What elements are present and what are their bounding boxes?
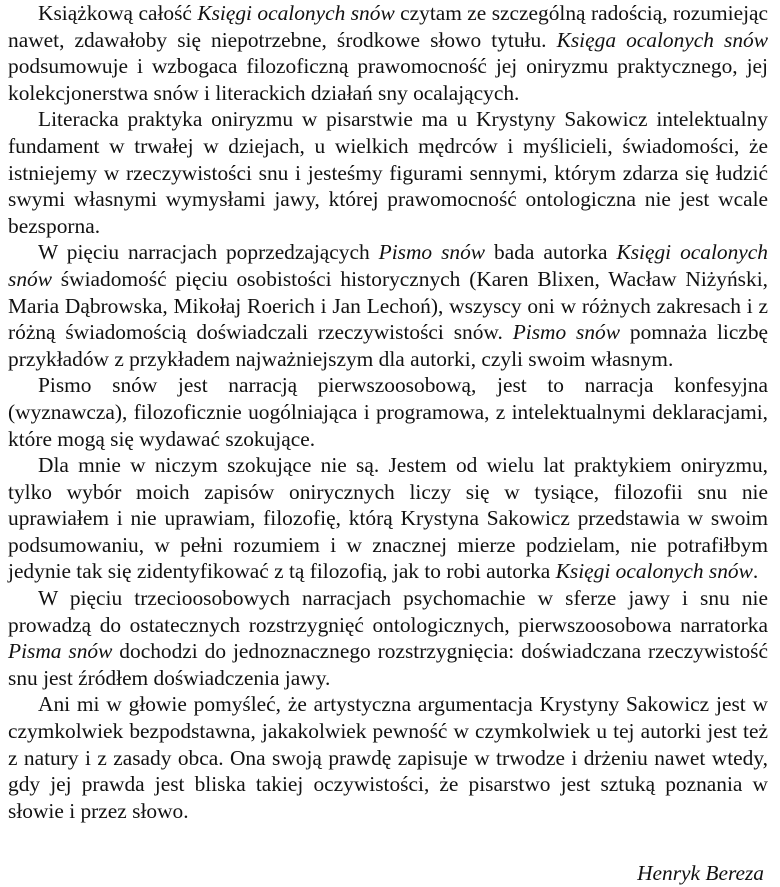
paragraph-text: świadomość pięciu osobistości historycznych (Karen Blixen, Wacław Niżyński, Maria Dąbrowska, Mikołaj Roerich i Jan Lechoń), wszyscy oni w różnych zakresach i z różną świadomością doświadczali rzeczywistości snów.: [8, 266, 768, 345]
italic-title-text: Pismo snów: [378, 240, 486, 265]
paragraph-text: W pięciu trzecioosobowych narracjach psychomachie w sferze jawy i snu nie prowadzą do ostatecznych rozstrzygnięć ontologicznych, pierwszoosobowa narratorka: [8, 586, 768, 637]
document-body: [8, 0, 768, 824]
paragraph: [8, 0, 768, 106]
paragraph-text: czytam ze szczególną radością, rozumiejąc nawet, zdawałoby się niepotrzebne, środkowe słowo tytułu.: [8, 1, 769, 52]
italic-title-text: Księga ocalonych snów: [556, 27, 769, 52]
paragraph: [8, 372, 768, 452]
paragraph-text: Dla mnie w niczym szokujące nie są. Jestem od wielu lat praktykiem oniryzmu, tylko wybór moich zapisów onirycznych liczy się w tysiące, filozofii snu nie uprawiałem i nie uprawiam, filozofię, którą Krystyna Sakowicz przedstawia w swoim podsumowaniu, w pełni rozumiem i w znacznej mierze podzielam, nie potrafiłbym jedynie tak się zidentyfikować z tą filozofią, jak to robi autorka: [8, 453, 768, 584]
italic-title-text: Pismo snów: [512, 320, 621, 345]
paragraph-text: Pismo snów jest narracją pierwszoosobową, jest to narracja konfesyjna (wyznawcza), filozoficznie uogólniająca i programowa, z intelektualnymi deklaracjami, które mogą się wydawać szokujące.: [8, 373, 768, 451]
paragraph: [8, 585, 768, 691]
paragraph: [8, 106, 768, 239]
paragraph-text: .: [752, 559, 759, 584]
paragraph: [8, 239, 768, 372]
paragraph: [8, 691, 768, 824]
paragraph-text: Literacka praktyka oniryzmu w pisarstwie ma u Krystyny Sakowicz intelektualny fundament w trwałej w dziejach, u wielkich mędrców i myślicieli, świadomości, że istniejemy w rzeczywistości snu i jesteśmy figurami sennymi, którym zdarza się łudzić swymi własnymi wymysłami jawy, której prawomocność ontologiczna nie jest wcale bezsporna.: [8, 107, 768, 238]
paragraph-text: podsumowuje i wzbogaca filozoficzną prawomocność jej oniryzmu praktycznego, jej kolekcjonerstwa snów i literackich działań sny ocalających.: [8, 54, 768, 105]
paragraph-text: Książkową całość: [38, 1, 198, 25]
italic-title-text: Księgi ocalonych snów: [8, 240, 768, 291]
paragraph-text: W pięciu narracjach poprzedzających: [38, 240, 379, 265]
author-signature: Henryk Bereza: [637, 861, 764, 886]
italic-title-text: Księgi ocalonych snów: [555, 559, 753, 584]
paragraph-text: pomnaża liczbę przykładów z przykładem najważniejszym dla autorki, czyli swoim własnym.: [8, 320, 769, 371]
paragraph-text: Ani mi w głowie pomyśleć, że artystyczna argumentacja Krystyny Sakowicz jest w czymkolwiek bezpodstawna, jakakolwiek pewność w czymkolwiek u tej autorki jest też z natury i z zasady obca. Ona swoją prawdę zapisuje w trwodze i drżeniu nawet wtedy, gdy jej prawda jest bliska takiej oczywistości, że pisarstwo jest sztuką poznania w słowie i przez słowo.: [8, 692, 768, 823]
paragraph-text: dochodzi do jednoznacznego rozstrzygnięcia: doświadczana rzeczywistość snu jest źródłem doświadczenia jawy.: [8, 639, 768, 690]
paragraph: [8, 452, 768, 585]
paragraph-text: bada autorka: [485, 240, 617, 265]
italic-title-text: Księgi ocalonych snów: [197, 1, 395, 25]
italic-title-text: Pisma snów: [8, 639, 113, 664]
